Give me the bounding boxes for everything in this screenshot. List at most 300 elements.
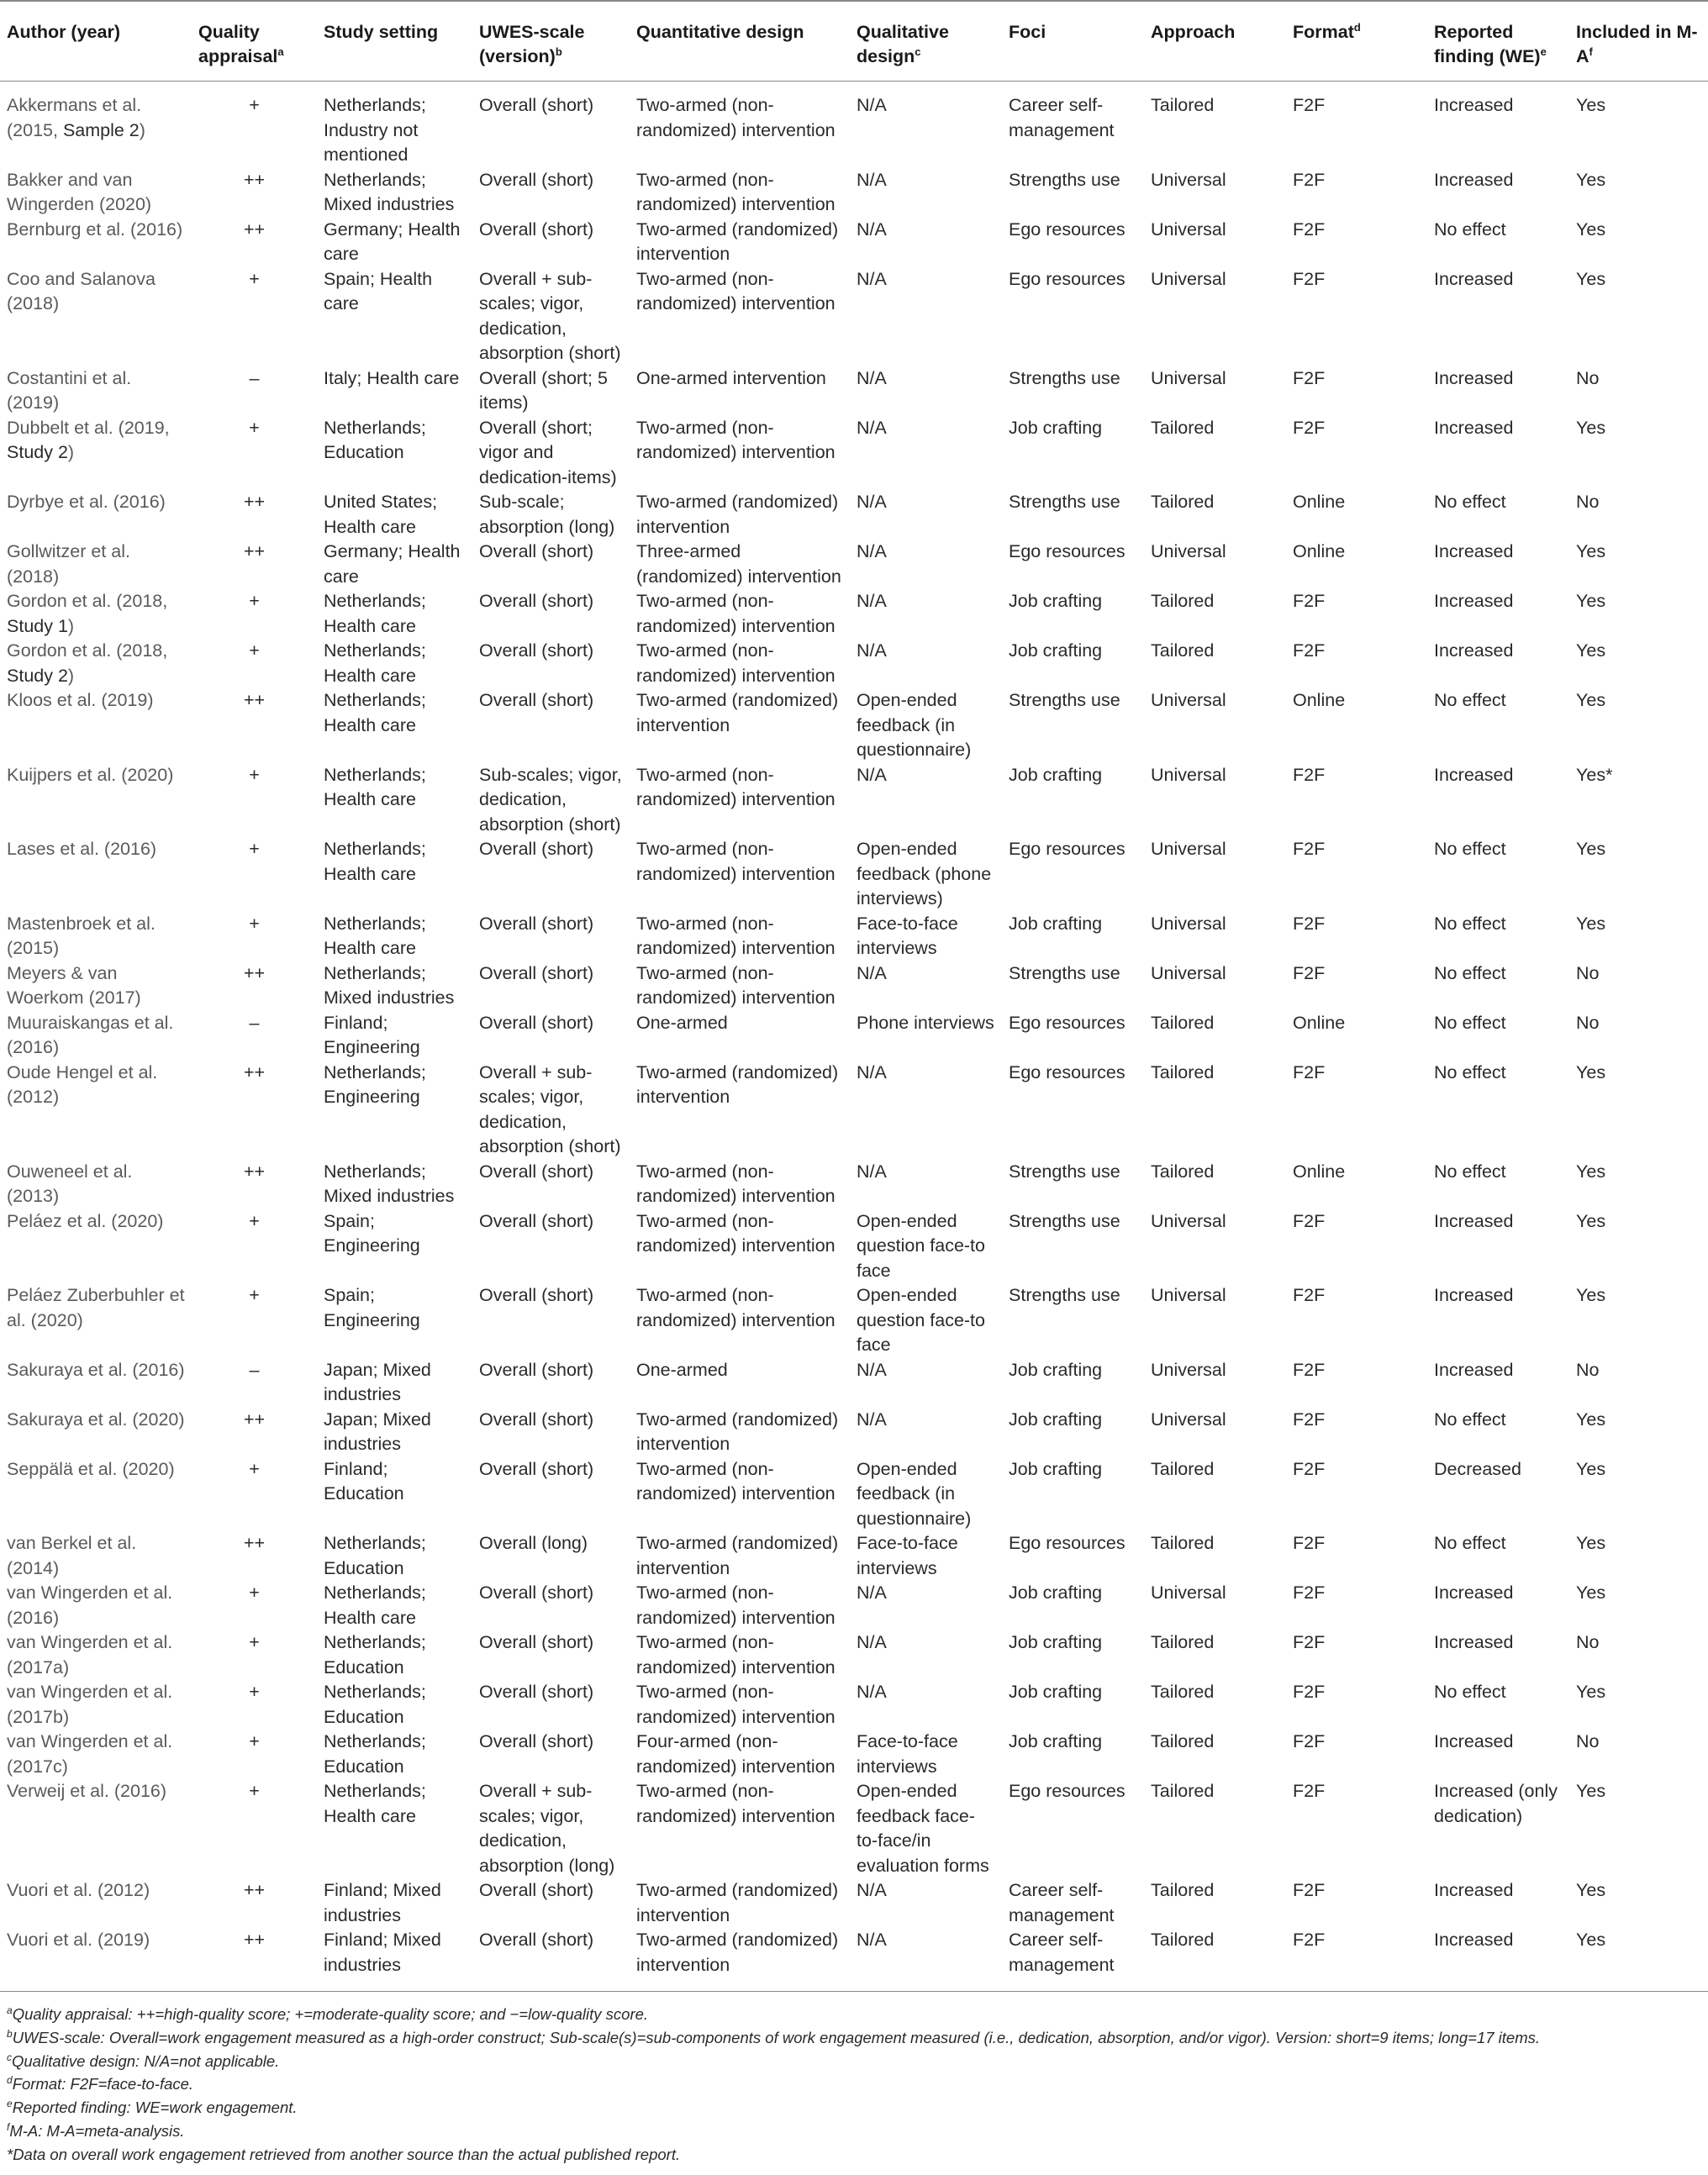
included-in-ma-cell: Yes [1576,1458,1606,1479]
column-header [472,1,630,82]
author-cell [0,168,192,218]
quantitative-design-cell: Two-armed (randomized) intervention [636,219,839,264]
quantitative-design-cell: Two-armed (randomized) intervention [636,1409,839,1454]
qualitative-design-cell: N/A [857,417,887,438]
foci-cell: Strengths use [1009,1285,1120,1305]
author-cell [0,1581,192,1630]
foci-cell: Job crafting [1009,1409,1103,1430]
foci-cell: Strengths use [1009,492,1120,512]
approach-cell: Universal [1151,1583,1226,1603]
foci-cell: Career self-management [1002,1928,1144,1992]
reported-finding-cell: No effect [1434,913,1506,934]
approach-cell: Universal [1151,690,1226,710]
format-cell: F2F [1293,1533,1326,1553]
author-cell [0,912,192,961]
approach-cell: Tailored [1151,640,1215,661]
author-text: Vuori et al. (2012) [7,1880,150,1900]
study-setting-cell: Netherlands; Health care [324,690,426,735]
footnote-marker: e [1540,45,1547,58]
approach-cell: Tailored [1144,1928,1286,1992]
table-row [0,1408,1708,1457]
column-header-label: Approach [1151,22,1236,42]
approach-cell: Tailored [1151,1012,1215,1033]
approach-cell: Universal [1151,169,1226,190]
qualitative-design-cell: Face-to-face interviews [857,913,958,958]
included-in-ma-cell: Yes [1576,640,1606,661]
footnote-marker: b [555,45,562,58]
study-setting-cell: Netherlands; Health care [324,839,426,884]
included-in-ma-cell: Yes [1576,1682,1606,1702]
author-text: van Wingerden et al. (2016) [7,1583,173,1628]
included-in-ma-cell: Yes [1576,1409,1606,1430]
quality-appraisal-cell: + [249,591,260,611]
quality-appraisal-cell: ++ [243,541,266,561]
foci-cell: Job crafting [1009,1731,1103,1751]
uwes-scale-cell: Overall (short) [479,219,594,240]
uwes-scale-cell: Overall + sub-scales; vigor, dedication, absorption (short) [479,1061,621,1156]
author-cell [0,218,192,267]
uwes-scale-cell: Overall (short; vigor and dedication-items) [479,417,617,487]
author-cell [0,1457,192,1532]
reported-finding-cell: No effect [1434,1682,1506,1702]
included-in-ma-cell: Yes* [1576,764,1613,785]
quality-appraisal-cell: + [249,268,260,289]
foci-cell: Job crafting [1009,1632,1103,1652]
quantitative-design-cell: Two-armed (non-randomized) intervention [636,1161,836,1206]
footnote [7,2120,1696,2143]
table-row [0,837,1708,912]
table-row [0,763,1708,838]
column-header-label: Quantitative design [636,22,804,42]
foci-cell: Ego resources [1009,839,1125,859]
uwes-scale-cell: Overall (short) [479,690,594,710]
table-row [0,1630,1708,1680]
quality-appraisal-cell: + [249,764,260,785]
uwes-scale-cell: Overall (short) [479,1210,594,1231]
approach-cell: Tailored [1151,417,1215,438]
foci-cell: Strengths use [1009,1210,1120,1231]
column-header [0,1,192,82]
format-cell: F2F [1293,219,1326,240]
table-row [0,688,1708,763]
author-cell [0,1630,192,1680]
approach-cell: Universal [1151,219,1226,240]
table-row [0,1061,1708,1160]
author-cell [0,82,192,168]
quality-appraisal-cell: ++ [243,962,266,983]
quality-appraisal-cell: ++ [243,1409,266,1430]
quantitative-design-cell: Two-armed (non-randomized) intervention [636,1210,836,1256]
column-header-label: Author (year) [7,22,120,42]
quality-appraisal-cell: + [249,640,260,661]
foci-cell: Job crafting [1009,913,1103,934]
uwes-scale-cell: Overall (short) [479,1409,594,1430]
format-cell: F2F [1293,839,1326,859]
qualitative-design-cell: N/A [857,764,887,785]
format-cell: F2F [1293,962,1326,983]
qualitative-design-cell: N/A [857,268,887,289]
author-suffix: ) [67,442,75,462]
author-cell [0,837,192,912]
author-text: van Berkel et al. (2014) [7,1533,137,1578]
quantitative-design-cell: Two-armed (non-randomized) intervention [636,1781,836,1826]
author-text: Akkermans et al. (2015, [7,95,142,140]
author-cell [0,1160,192,1209]
included-in-ma-cell: Yes [1576,690,1606,710]
uwes-scale-cell: Overall (short) [479,640,594,661]
author-cell [0,416,192,491]
quality-appraisal-cell: ++ [243,1061,266,1082]
approach-cell: Universal [1151,367,1226,388]
author-suffix: ) [67,665,75,686]
author-cell [0,1531,192,1581]
quality-appraisal-cell: + [249,95,260,115]
quantitative-design-cell: Two-armed (non-randomized) intervention [636,913,836,958]
study-setting-cell: Germany; Health care [324,541,461,587]
format-cell: F2F [1293,1632,1326,1652]
reported-finding-cell: Increased [1434,1632,1514,1652]
quantitative-design-cell: Two-armed (randomized) intervention [636,1061,839,1107]
footnote-marker: c [915,45,921,58]
author-text: Dyrbye et al. (2016) [7,492,166,512]
column-header-label: Study setting [324,22,439,42]
uwes-scale-cell: Overall (short) [479,1731,594,1751]
format-cell: F2F [1293,764,1326,785]
quantitative-design-cell: Two-armed (randomized) intervention [636,690,839,735]
uwes-scale-cell: Overall (short) [479,1161,594,1182]
uwes-scale-cell: Overall (short; 5 items) [479,367,608,413]
reported-finding-cell: Increased [1434,1285,1514,1305]
included-in-ma-cell: Yes [1576,591,1606,611]
table-row [0,1011,1708,1061]
author-text: Sakuraya et al. (2020) [7,1409,185,1430]
table-row [0,490,1708,540]
column-header [1002,1,1144,82]
format-cell: F2F [1293,1731,1326,1751]
author-cell [0,1011,192,1061]
study-setting-cell: Netherlands; Education [324,1533,426,1578]
qualitative-design-cell: Open-ended feedback (in questionnaire) [857,690,972,760]
foci-cell: Ego resources [1009,1781,1125,1801]
uwes-scale-cell: Overall (short) [479,839,594,859]
uwes-scale-cell: Overall (short) [479,1880,594,1900]
study-setting-cell: Spain; Health care [324,268,433,313]
qualitative-design-cell: N/A [857,1161,887,1182]
author-text: Oude Hengel et al. (2012) [7,1061,158,1107]
format-cell: F2F [1286,1928,1427,1992]
author-text: Peláez Zuberbuhler et al. (2020) [7,1285,185,1330]
approach-cell: Tailored [1151,1731,1215,1751]
table-footnotes [7,2003,1696,2167]
reported-finding-cell: Increased [1434,1359,1514,1380]
footnote [7,2026,1696,2050]
qualitative-design-cell: Open-ended question face-to face [857,1210,985,1281]
quality-appraisal-cell: ++ [192,1928,317,1992]
format-cell: Online [1293,1012,1346,1033]
qualitative-design-cell: N/A [857,640,887,661]
quality-appraisal-cell: + [249,1583,260,1603]
quantitative-design-cell: Two-armed (non-randomized) intervention [636,95,836,140]
column-header-label: Foci [1009,22,1046,42]
foci-cell: Job crafting [1009,1458,1103,1479]
study-setting-cell: Netherlands; Industry not mentioned [324,95,426,165]
footnote-marker: a [277,45,284,58]
uwes-scale-cell: Overall (short) [479,1682,594,1702]
footnote-text: UWES-scale: Overall=work engagement measured as a high-order construct; Sub-scale(s)=sub-components of work engagement measured (i.e., dedication, absorption, and/or vigor). Version: short=9 items; long=17 items. [12,2028,1541,2046]
table-row [0,1730,1708,1779]
author-text: Bakker and van Wingerden (2020) [7,169,152,214]
author-text: Gordon et al. (2018, [7,640,168,661]
approach-cell: Universal [1151,1409,1226,1430]
qualitative-design-cell: N/A [857,1409,887,1430]
approach-cell: Universal [1151,839,1226,859]
column-header-label: Format [1293,22,1354,42]
approach-cell: Universal [1151,1285,1226,1305]
approach-cell: Universal [1151,1359,1226,1380]
foci-cell: Ego resources [1009,1012,1125,1033]
format-cell: F2F [1293,169,1326,190]
included-in-ma-cell: Yes [1576,417,1606,438]
qualitative-design-cell: N/A [857,1359,887,1380]
foci-cell: Career self-management [1009,1880,1115,1925]
foci-cell: Strengths use [1009,690,1120,710]
qualitative-design-cell: N/A [857,1632,887,1652]
column-header [850,1,1002,82]
quality-appraisal-cell: + [249,1210,260,1231]
foci-cell: Strengths use [1009,169,1120,190]
author-text: Seppälä et al. (2020) [7,1458,175,1479]
qualitative-design-cell: N/A [857,492,887,512]
uwes-scale-cell: Overall (short) [479,1583,594,1603]
included-in-ma-cell: Yes [1576,839,1606,859]
uwes-scale-cell: Overall (short) [479,1359,594,1380]
study-setting-cell: Finland; Mixed industries [324,1880,441,1925]
column-header [1144,1,1286,82]
quality-appraisal-cell: ++ [243,690,266,710]
foci-cell: Job crafting [1009,764,1103,785]
included-in-ma-cell: Yes [1576,1210,1606,1231]
reported-finding-cell: Decreased [1434,1458,1521,1479]
study-setting-cell: Netherlands; Health care [324,913,426,958]
included-in-ma-cell: Yes [1576,1880,1606,1900]
reported-finding-cell: No effect [1434,492,1506,512]
approach-cell: Tailored [1151,95,1215,115]
reported-finding-cell: Increased [1434,591,1514,611]
included-in-ma-cell: No [1576,1731,1600,1751]
included-in-ma-cell: Yes [1576,913,1606,934]
table-row [0,1928,1708,1992]
qualitative-design-cell: Open-ended feedback (phone interviews) [857,839,992,908]
study-setting-cell: United States; Health care [324,492,438,537]
reported-finding-cell: Increased [1434,1731,1514,1751]
format-cell: F2F [1293,1210,1326,1231]
quality-appraisal-cell: + [249,913,260,934]
author-text: van Wingerden et al. (2017a) [7,1632,173,1677]
author-text: Bernburg et al. (2016) [7,219,183,240]
included-in-ma-cell: Yes [1576,95,1606,115]
format-cell: F2F [1293,1409,1326,1430]
foci-cell: Ego resources [1009,219,1125,240]
quantitative-design-cell: Two-armed (non-randomized) intervention [636,764,836,809]
reported-finding-cell: Increased [1434,764,1514,785]
quantitative-design-cell: Two-armed (non-randomized) intervention [636,169,836,214]
study-setting-cell: Netherlands; Mixed industries [324,962,455,1008]
study-setting-cell: Netherlands; Health care [324,591,426,636]
reported-finding-cell: Increased (only dedication) [1434,1781,1558,1826]
included-in-ma-cell: Yes [1576,169,1606,190]
included-in-ma-cell: No [1576,1012,1600,1033]
footnote [7,2003,1696,2026]
format-cell: F2F [1293,1359,1326,1380]
qualitative-design-cell: N/A [857,95,887,115]
footnote-marker: d [1353,20,1361,34]
study-setting-cell: Spain; Engineering [324,1210,420,1256]
table-body [0,82,1708,1992]
uwes-scale-cell: Overall (short) [479,95,594,115]
reported-finding-cell: No effect [1434,962,1506,983]
quantitative-design-cell: Two-armed (non-randomized) intervention [636,839,836,884]
study-setting-cell: Netherlands; Education [324,1731,426,1777]
quality-appraisal-cell: – [249,1359,260,1380]
quality-appraisal-cell: + [249,839,260,859]
author-text: van Wingerden et al. (2017c) [7,1731,173,1777]
table-row [0,82,1708,168]
reported-finding-cell: Increased [1434,268,1514,289]
table-row [0,1283,1708,1358]
study-setting-cell: Finland; Education [324,1458,404,1504]
foci-cell: Job crafting [1009,640,1103,661]
uwes-scale-cell: Overall (short) [479,591,594,611]
format-cell: F2F [1293,1880,1326,1900]
quality-appraisal-cell: ++ [243,169,266,190]
reported-finding-cell: No effect [1434,1161,1506,1182]
table-row [0,639,1708,688]
reported-finding-cell: Increased [1434,541,1514,561]
column-header [1569,1,1708,82]
included-in-ma-cell: No [1576,962,1600,983]
table-row [0,912,1708,961]
quantitative-design-cell: Two-armed (non-randomized) intervention [636,1583,836,1628]
approach-cell: Tailored [1151,1161,1215,1182]
quality-appraisal-cell: + [249,1731,260,1751]
table-header-row [0,1,1708,82]
author-text: Sakuraya et al. (2016) [7,1359,185,1380]
uwes-scale-cell: Overall (short) [479,1458,594,1479]
foci-cell: Strengths use [1009,1161,1120,1182]
reported-finding-cell: No effect [1434,690,1506,710]
table-row [0,589,1708,639]
author-reference: Sample 2 [62,119,140,140]
qualitative-design-cell: N/A [857,1061,887,1082]
footnote-text: Quality appraisal: ++=high-quality score; +=moderate-quality score; and −=low-quality score. [12,2005,649,2023]
reported-finding-cell: No effect [1434,219,1506,240]
qualitative-design-cell: Face-to-face interviews [857,1533,958,1578]
approach-cell: Tailored [1151,492,1215,512]
format-cell: Online [1293,541,1346,561]
author-text: Costantini et al. (2019) [7,367,132,413]
approach-cell: Tailored [1151,591,1215,611]
author-text: Gordon et al. (2018, [7,591,168,611]
study-setting-cell: Finland; Mixed industries [317,1928,472,1992]
footnote-text: Qualitative design: N/A=not applicable. [12,2051,280,2070]
author-cell [0,1209,192,1284]
included-in-ma-cell: No [1576,1359,1600,1380]
author-suffix: ) [67,615,75,636]
footnote-text: Reported finding: WE=work engagement. [12,2099,298,2117]
author-text: Dubbelt et al. (2019, [7,417,170,438]
quantitative-design-cell: Two-armed (non-randomized) intervention [636,268,836,313]
author-cell [0,490,192,540]
qualitative-design-cell: Open-ended feedback (in questionnaire) [857,1458,972,1529]
approach-cell: Universal [1151,541,1226,561]
footnote-marker: a [7,2004,13,2016]
quantitative-design-cell: Two-armed (non-randomized) intervention [636,417,836,462]
author-cell [0,763,192,838]
quantitative-design-cell: Two-armed (non-randomized) intervention [636,591,836,636]
table-row [0,1457,1708,1532]
quality-appraisal-cell: – [249,367,260,388]
approach-cell: Tailored [1151,1458,1215,1479]
included-in-ma-cell: Yes [1569,1928,1708,1992]
uwes-scale-cell: Sub-scale; absorption (long) [479,492,615,537]
reported-finding-cell: Increased [1434,1880,1514,1900]
format-cell: Online [1293,690,1346,710]
uwes-scale-cell: Overall (short) [479,169,594,190]
table-row [0,1358,1708,1408]
author-text: Meyers & van Woerkom (2017) [7,962,141,1008]
foci-cell: Ego resources [1009,1061,1125,1082]
quality-appraisal-cell: ++ [243,1533,266,1553]
author-cell [0,639,192,688]
footnote-marker: f [7,2120,10,2133]
column-header [1427,1,1569,82]
author-cell [0,1408,192,1457]
column-header [317,1,472,82]
study-setting-cell: Netherlands; Mixed industries [324,1161,455,1206]
quantitative-design-cell: Two-armed (non-randomized) intervention [636,1285,836,1330]
author-cell [0,688,192,763]
uwes-scale-cell: Overall (short) [479,1012,594,1033]
study-setting-cell: Netherlands; Mixed industries [324,169,455,214]
study-setting-cell: Netherlands; Health care [324,640,426,686]
reported-finding-cell: Increased [1427,1928,1569,1992]
column-header-label: Quality appraisal [198,22,278,66]
foci-cell: Ego resources [1009,268,1125,289]
footnote [7,2143,1696,2167]
reported-finding-cell: No effect [1434,839,1506,859]
foci-cell: Job crafting [1009,1583,1103,1603]
format-cell: Online [1293,1161,1346,1182]
column-header [192,1,317,82]
approach-cell: Universal [1151,913,1226,934]
qualitative-design-cell: N/A [857,1880,887,1900]
table-row [0,416,1708,491]
included-in-ma-cell: Yes [1576,1285,1606,1305]
quality-appraisal-cell: ++ [243,492,266,512]
included-in-ma-cell: Yes [1576,1583,1606,1603]
study-setting-cell: Spain; Engineering [324,1285,420,1330]
author-text: Kuijpers et al. (2020) [7,764,174,785]
format-cell: F2F [1293,1682,1326,1702]
table-row [0,1209,1708,1284]
qualitative-design-cell: N/A [857,962,887,983]
table-row [0,1531,1708,1581]
author-reference: Study 2 [7,442,68,462]
study-setting-cell: Netherlands; Education [324,1682,426,1727]
author-cell [0,1061,192,1160]
author-text: Lases et al. (2016) [7,839,157,859]
uwes-scale-cell: Overall (short) [479,962,594,983]
